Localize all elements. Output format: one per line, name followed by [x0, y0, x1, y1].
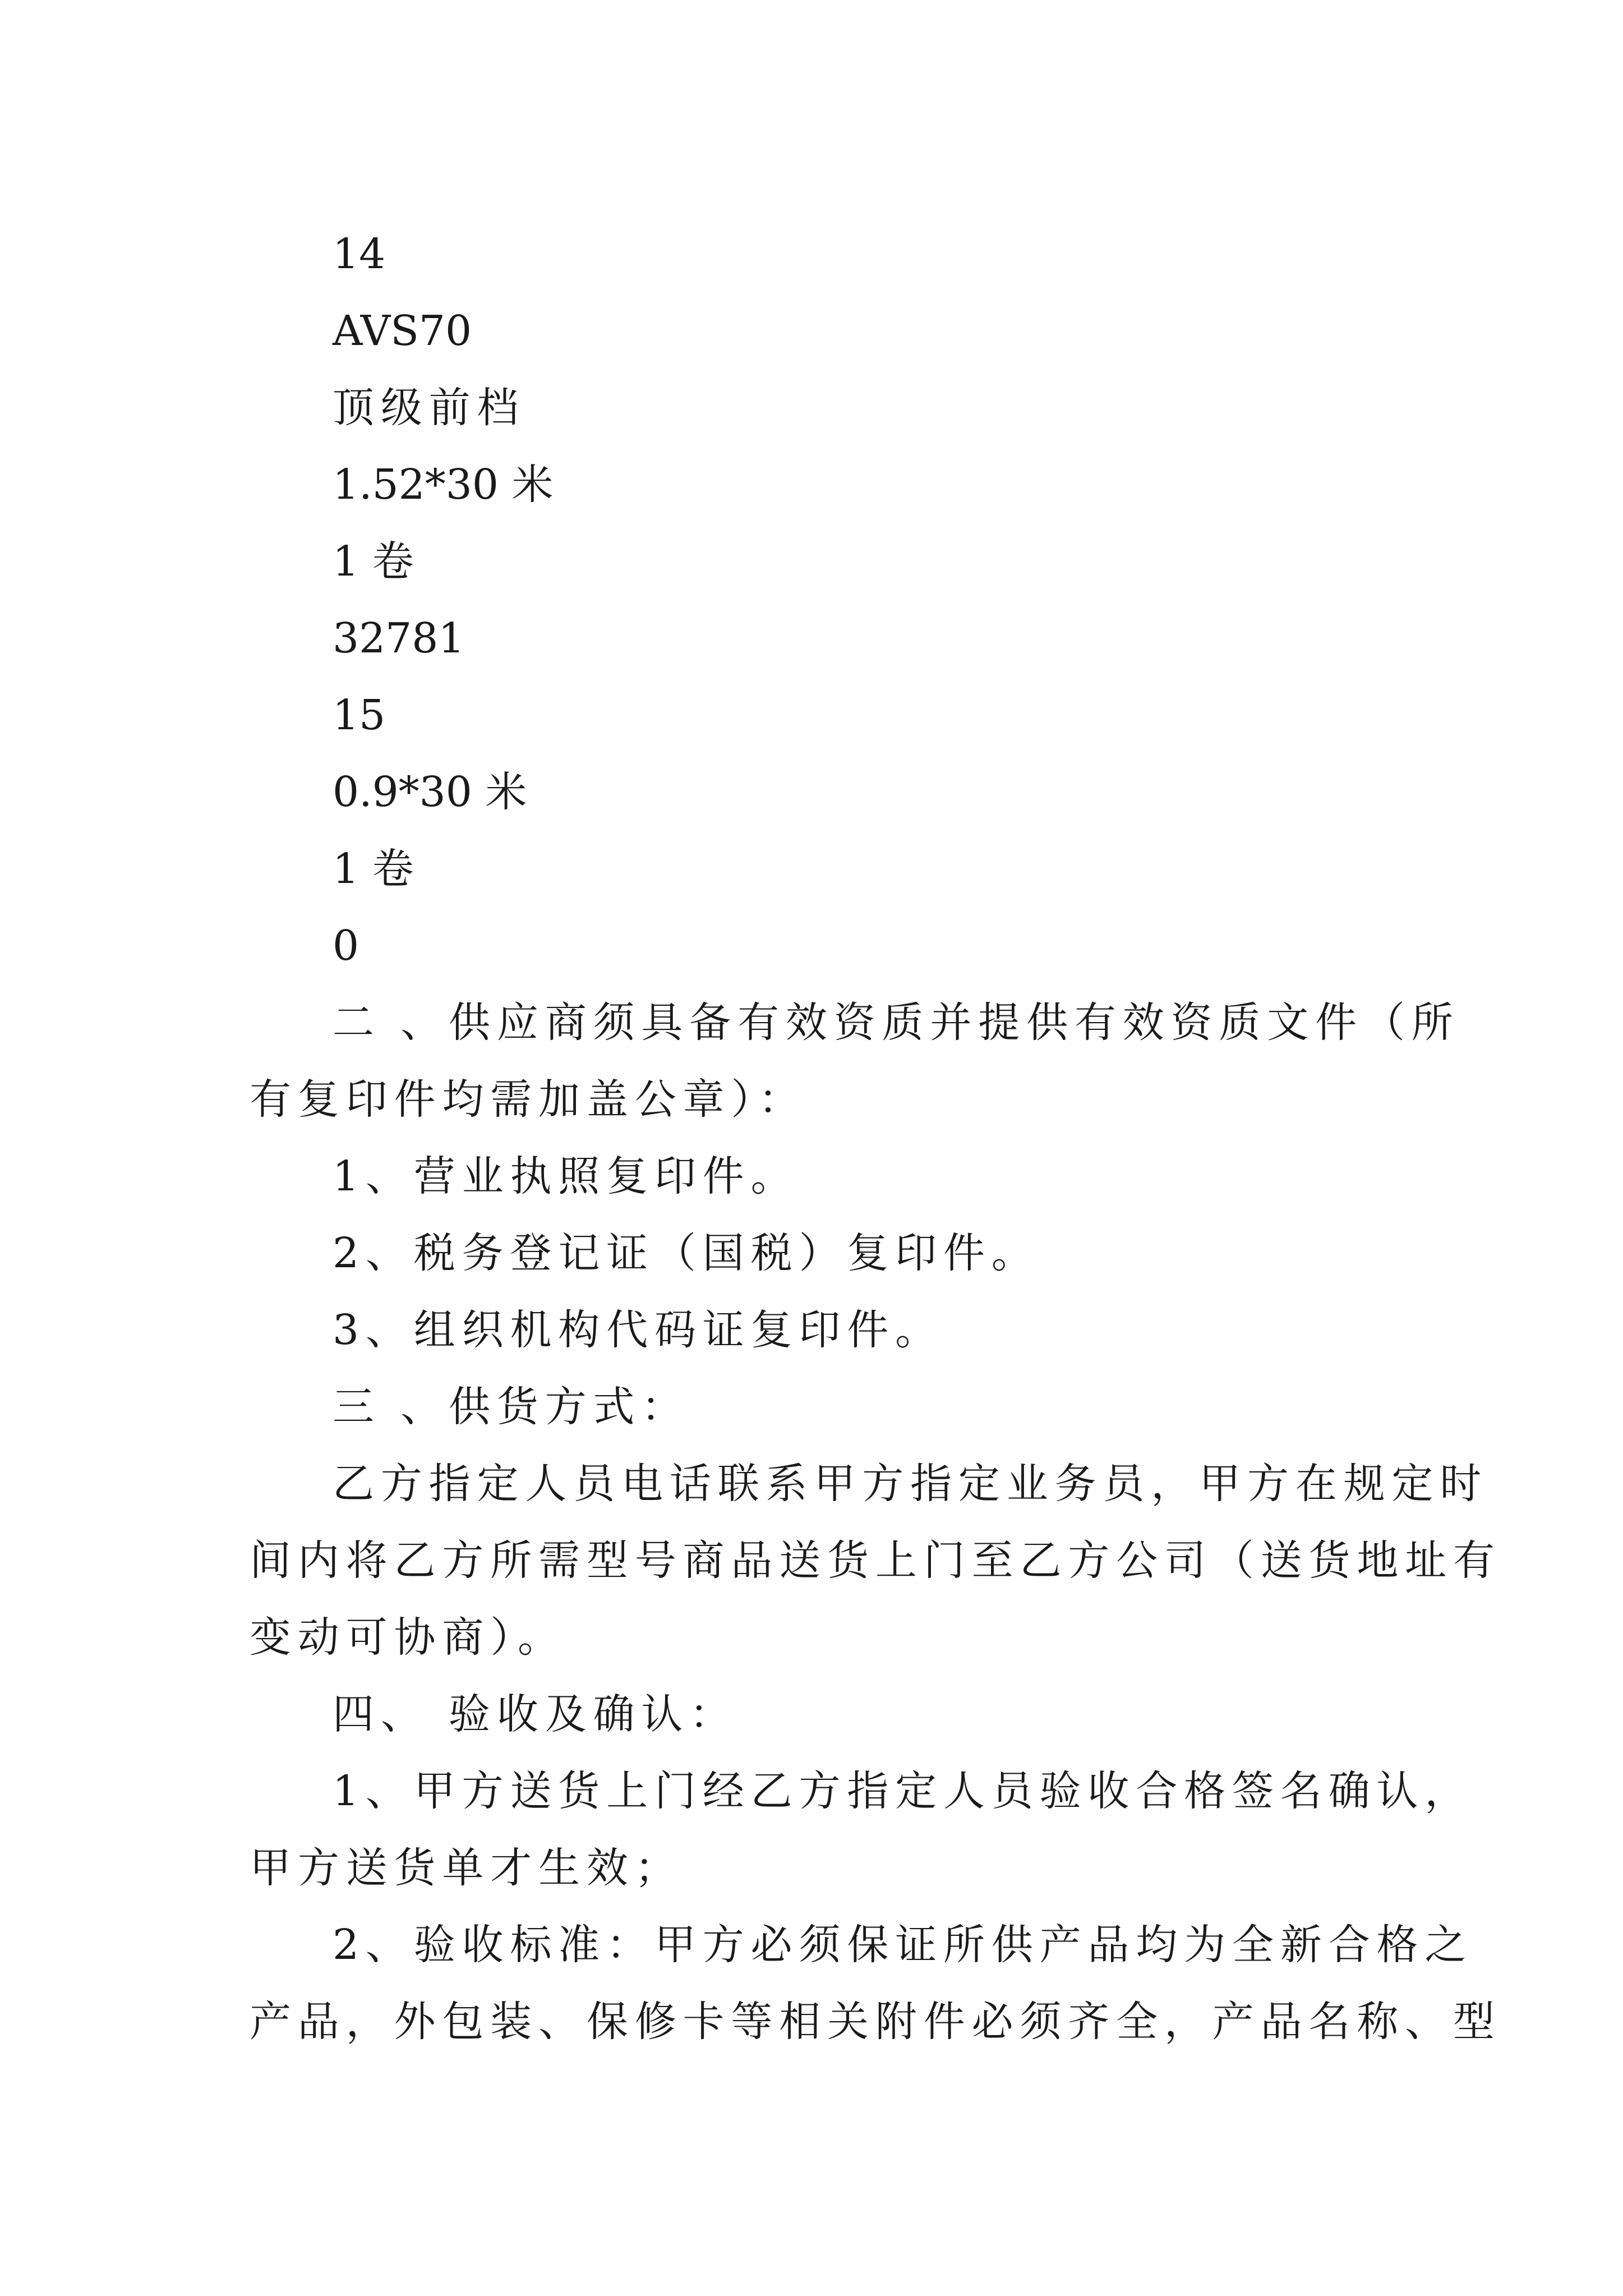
- text-line: 1 卷: [333, 845, 414, 893]
- text-line: 甲方送货单才生效；: [250, 1844, 683, 1892]
- section-heading: 四、 验收及确认：: [333, 1690, 738, 1738]
- text-line: 14: [333, 230, 386, 278]
- list-item: 2、税务登记证（国税）复印件。: [333, 1229, 1040, 1277]
- section-heading: 三 、供货方式：: [333, 1383, 690, 1431]
- text-line: 32781: [333, 614, 465, 662]
- text-line: 15: [333, 691, 386, 739]
- text-line: 有复印件均需加盖公章）：: [250, 1075, 807, 1124]
- text-line: 1.52*30 米: [333, 461, 554, 509]
- document-body: [250, 216, 1501, 2060]
- section-heading: 二 、供应商须具备有效资质并提供有效资质文件（所: [333, 999, 1460, 1047]
- text-line: AVS70: [333, 307, 472, 355]
- text-line: 变动可协商）。: [250, 1613, 566, 1662]
- text-line: 1 卷: [333, 537, 414, 586]
- list-item: 2、验收标准：甲方必须保证所供产品均为全新合格之: [333, 1921, 1473, 1969]
- text-line: 0.9*30 米: [333, 768, 527, 816]
- text-line: 产品，外包装、保修卡等相关附件必须齐全，产品名称、型: [250, 1998, 1501, 2046]
- list-item: 3、组织机构代码证复印件。: [333, 1306, 943, 1354]
- list-item: 1、甲方送货上门经乙方指定人员验收合格签名确认，: [333, 1767, 1473, 1815]
- text-line: 乙方指定人员电话联系甲方指定业务员，甲方在规定时: [333, 1460, 1488, 1508]
- text-line: 0: [333, 922, 359, 970]
- text-line: 间内将乙方所需型号商品送货上门至乙方公司（送货地址有: [250, 1536, 1501, 1585]
- list-item: 1、营业执照复印件。: [333, 1152, 799, 1200]
- text-line: 顶级前档: [333, 384, 525, 432]
